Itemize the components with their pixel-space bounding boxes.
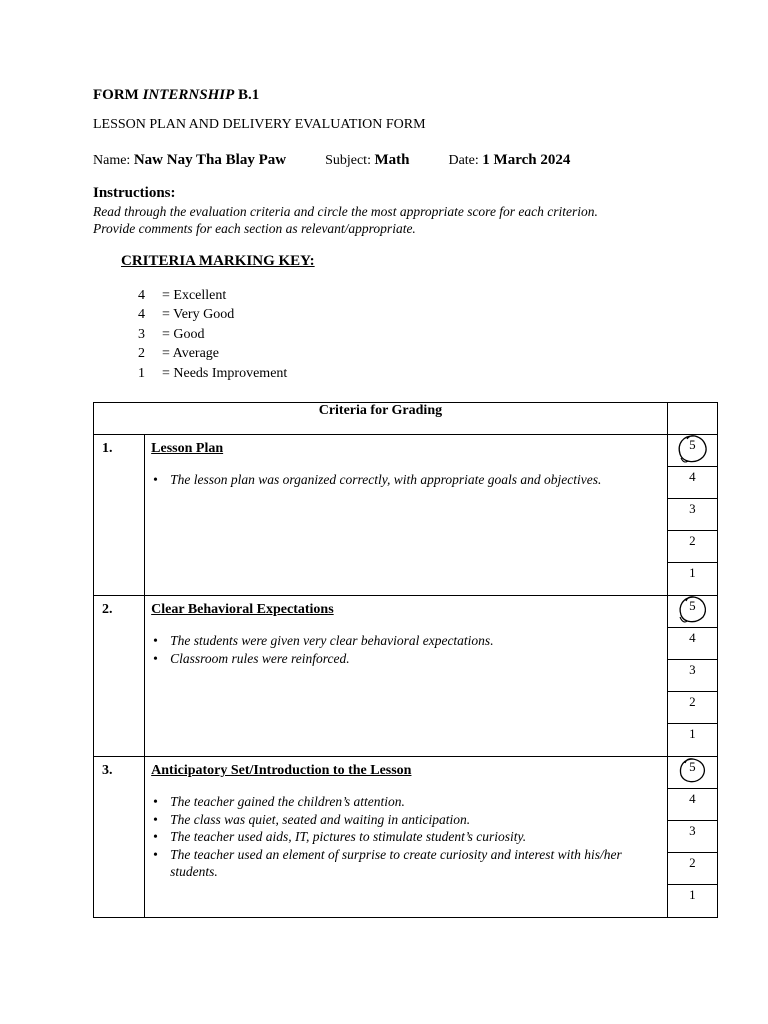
criteria-bullets xyxy=(151,793,659,881)
criteria-bullet xyxy=(151,793,659,811)
form-title xyxy=(93,87,259,104)
score-value: 5 xyxy=(689,759,696,774)
form-title-prefix: FORM xyxy=(93,87,143,103)
marking-key-item xyxy=(138,344,287,363)
criteria-bullet-text: The teacher gained the children’s attention. xyxy=(170,794,405,809)
score-value: 1 xyxy=(689,887,696,902)
instructions-line-1: Read through the evaluation criteria and circle the most appropriate score for each criterion. xyxy=(93,204,598,219)
form-title-italic: INTERNSHIP xyxy=(142,87,235,103)
score-value: 4 xyxy=(689,630,696,645)
criteria-row xyxy=(94,435,718,596)
marking-key-label: = Needs Improvement xyxy=(162,365,288,381)
score-column xyxy=(667,435,717,596)
score-option[interactable] xyxy=(668,563,717,595)
criteria-bullet-text: The students were given very clear behavioral expectations. xyxy=(170,633,494,648)
date-value: 1 March 2024 xyxy=(482,152,571,168)
marking-key-number: 4 xyxy=(138,288,145,303)
criteria-table xyxy=(93,402,718,918)
score-option[interactable] xyxy=(668,435,717,467)
criteria-header-row xyxy=(94,403,718,435)
criteria-row xyxy=(94,757,718,918)
criteria-bullet xyxy=(151,828,659,846)
marking-key-item xyxy=(138,305,287,324)
score-value: 4 xyxy=(689,469,696,484)
name-label: Name: xyxy=(93,153,134,168)
marking-key-number: 2 xyxy=(138,346,145,362)
marking-key-item xyxy=(138,364,287,383)
score-value: 2 xyxy=(689,533,696,548)
score-option[interactable] xyxy=(668,821,717,853)
marking-key-label: = Very Good xyxy=(162,307,235,323)
score-option[interactable] xyxy=(668,531,717,563)
subject-value: Math xyxy=(374,152,410,168)
criteria-number: 2. xyxy=(94,596,145,757)
instructions-text xyxy=(93,203,713,237)
info-row xyxy=(93,152,570,169)
instructions-heading: Instructions: xyxy=(93,185,176,201)
marking-key-number: 4 xyxy=(138,307,145,323)
form-subtitle: LESSON PLAN AND DELIVERY EVALUATION FORM xyxy=(93,117,426,132)
score-option[interactable] xyxy=(668,853,717,885)
criteria-bullet xyxy=(151,811,659,829)
criteria-content xyxy=(145,757,668,918)
bullet-icon: • xyxy=(153,829,158,844)
criteria-row xyxy=(94,596,718,757)
score-column xyxy=(667,596,717,757)
date-label: Date: xyxy=(448,153,483,168)
score-value: 5 xyxy=(689,437,696,452)
criteria-header: Criteria for Grading xyxy=(94,403,668,435)
score-value: 3 xyxy=(689,501,696,516)
score-header-cell xyxy=(667,403,717,435)
bullet-icon: • xyxy=(153,650,158,666)
marking-key-label: = Good xyxy=(162,326,205,342)
score-option[interactable] xyxy=(668,660,717,692)
criteria-bullet-text: The teacher used aids, IT, pictures to stimulate student’s curiosity. xyxy=(170,829,527,844)
score-value: 2 xyxy=(689,855,696,870)
name-value: Naw Nay Tha Blay Paw xyxy=(133,152,287,168)
score-option[interactable] xyxy=(668,467,717,499)
subject-label: Subject: xyxy=(325,153,375,168)
score-value: 2 xyxy=(689,694,696,709)
score-option[interactable] xyxy=(668,692,717,724)
criteria-content xyxy=(145,596,668,757)
bullet-icon: • xyxy=(153,633,158,648)
score-value: 3 xyxy=(689,662,696,677)
marking-key-label: = Excellent xyxy=(162,288,227,303)
bullet-icon: • xyxy=(153,811,158,827)
criteria-bullet xyxy=(151,846,659,881)
score-option[interactable] xyxy=(668,499,717,531)
bullet-icon: • xyxy=(153,846,158,862)
criteria-number: 1. xyxy=(94,435,145,596)
bullet-icon: • xyxy=(153,472,158,487)
score-value: 1 xyxy=(689,565,696,580)
marking-key-item xyxy=(138,286,287,305)
criteria-bullet-text: The teacher used an element of surprise to create curiosity and interest with his/her students. xyxy=(170,846,622,879)
marking-key-label: = Average xyxy=(162,346,219,362)
criteria-title: Lesson Plan xyxy=(151,441,224,456)
marking-key-list xyxy=(138,286,287,383)
score-option[interactable] xyxy=(668,628,717,660)
score-option[interactable] xyxy=(668,885,717,917)
score-option[interactable] xyxy=(668,789,717,821)
criteria-bullet-text: The class was quiet, seated and waiting in anticipation. xyxy=(170,811,471,827)
score-value: 5 xyxy=(689,598,696,613)
criteria-bullet xyxy=(151,471,659,489)
criteria-bullets xyxy=(151,471,659,489)
criteria-bullets xyxy=(151,632,659,667)
bullet-icon: • xyxy=(153,794,158,809)
criteria-bullet xyxy=(151,650,659,668)
score-value: 4 xyxy=(689,791,696,806)
marking-key-heading: CRITERIA MARKING KEY: xyxy=(121,253,315,269)
score-column xyxy=(667,757,717,918)
score-value: 3 xyxy=(689,823,696,838)
criteria-title: Anticipatory Set/Introduction to the Lesson xyxy=(151,763,412,778)
criteria-bullet-text: Classroom rules were reinforced. xyxy=(170,650,350,666)
marking-key-number: 1 xyxy=(138,365,145,381)
score-value: 1 xyxy=(689,726,696,741)
criteria-content xyxy=(145,435,668,596)
marking-key-number: 3 xyxy=(138,326,145,342)
criteria-title: Clear Behavioral Expectations xyxy=(151,602,334,617)
score-option[interactable] xyxy=(668,596,717,628)
criteria-bullet-text: The lesson plan was organized correctly, with appropriate goals and objectives. xyxy=(170,472,602,487)
instructions-line-2: Provide comments for each section as relevant/appropriate. xyxy=(93,221,416,236)
marking-key-item xyxy=(138,325,287,344)
score-option[interactable] xyxy=(668,724,717,756)
criteria-number: 3. xyxy=(94,757,145,918)
form-title-suffix: B.1 xyxy=(234,87,260,103)
criteria-bullet xyxy=(151,632,659,650)
score-option[interactable] xyxy=(668,757,717,789)
